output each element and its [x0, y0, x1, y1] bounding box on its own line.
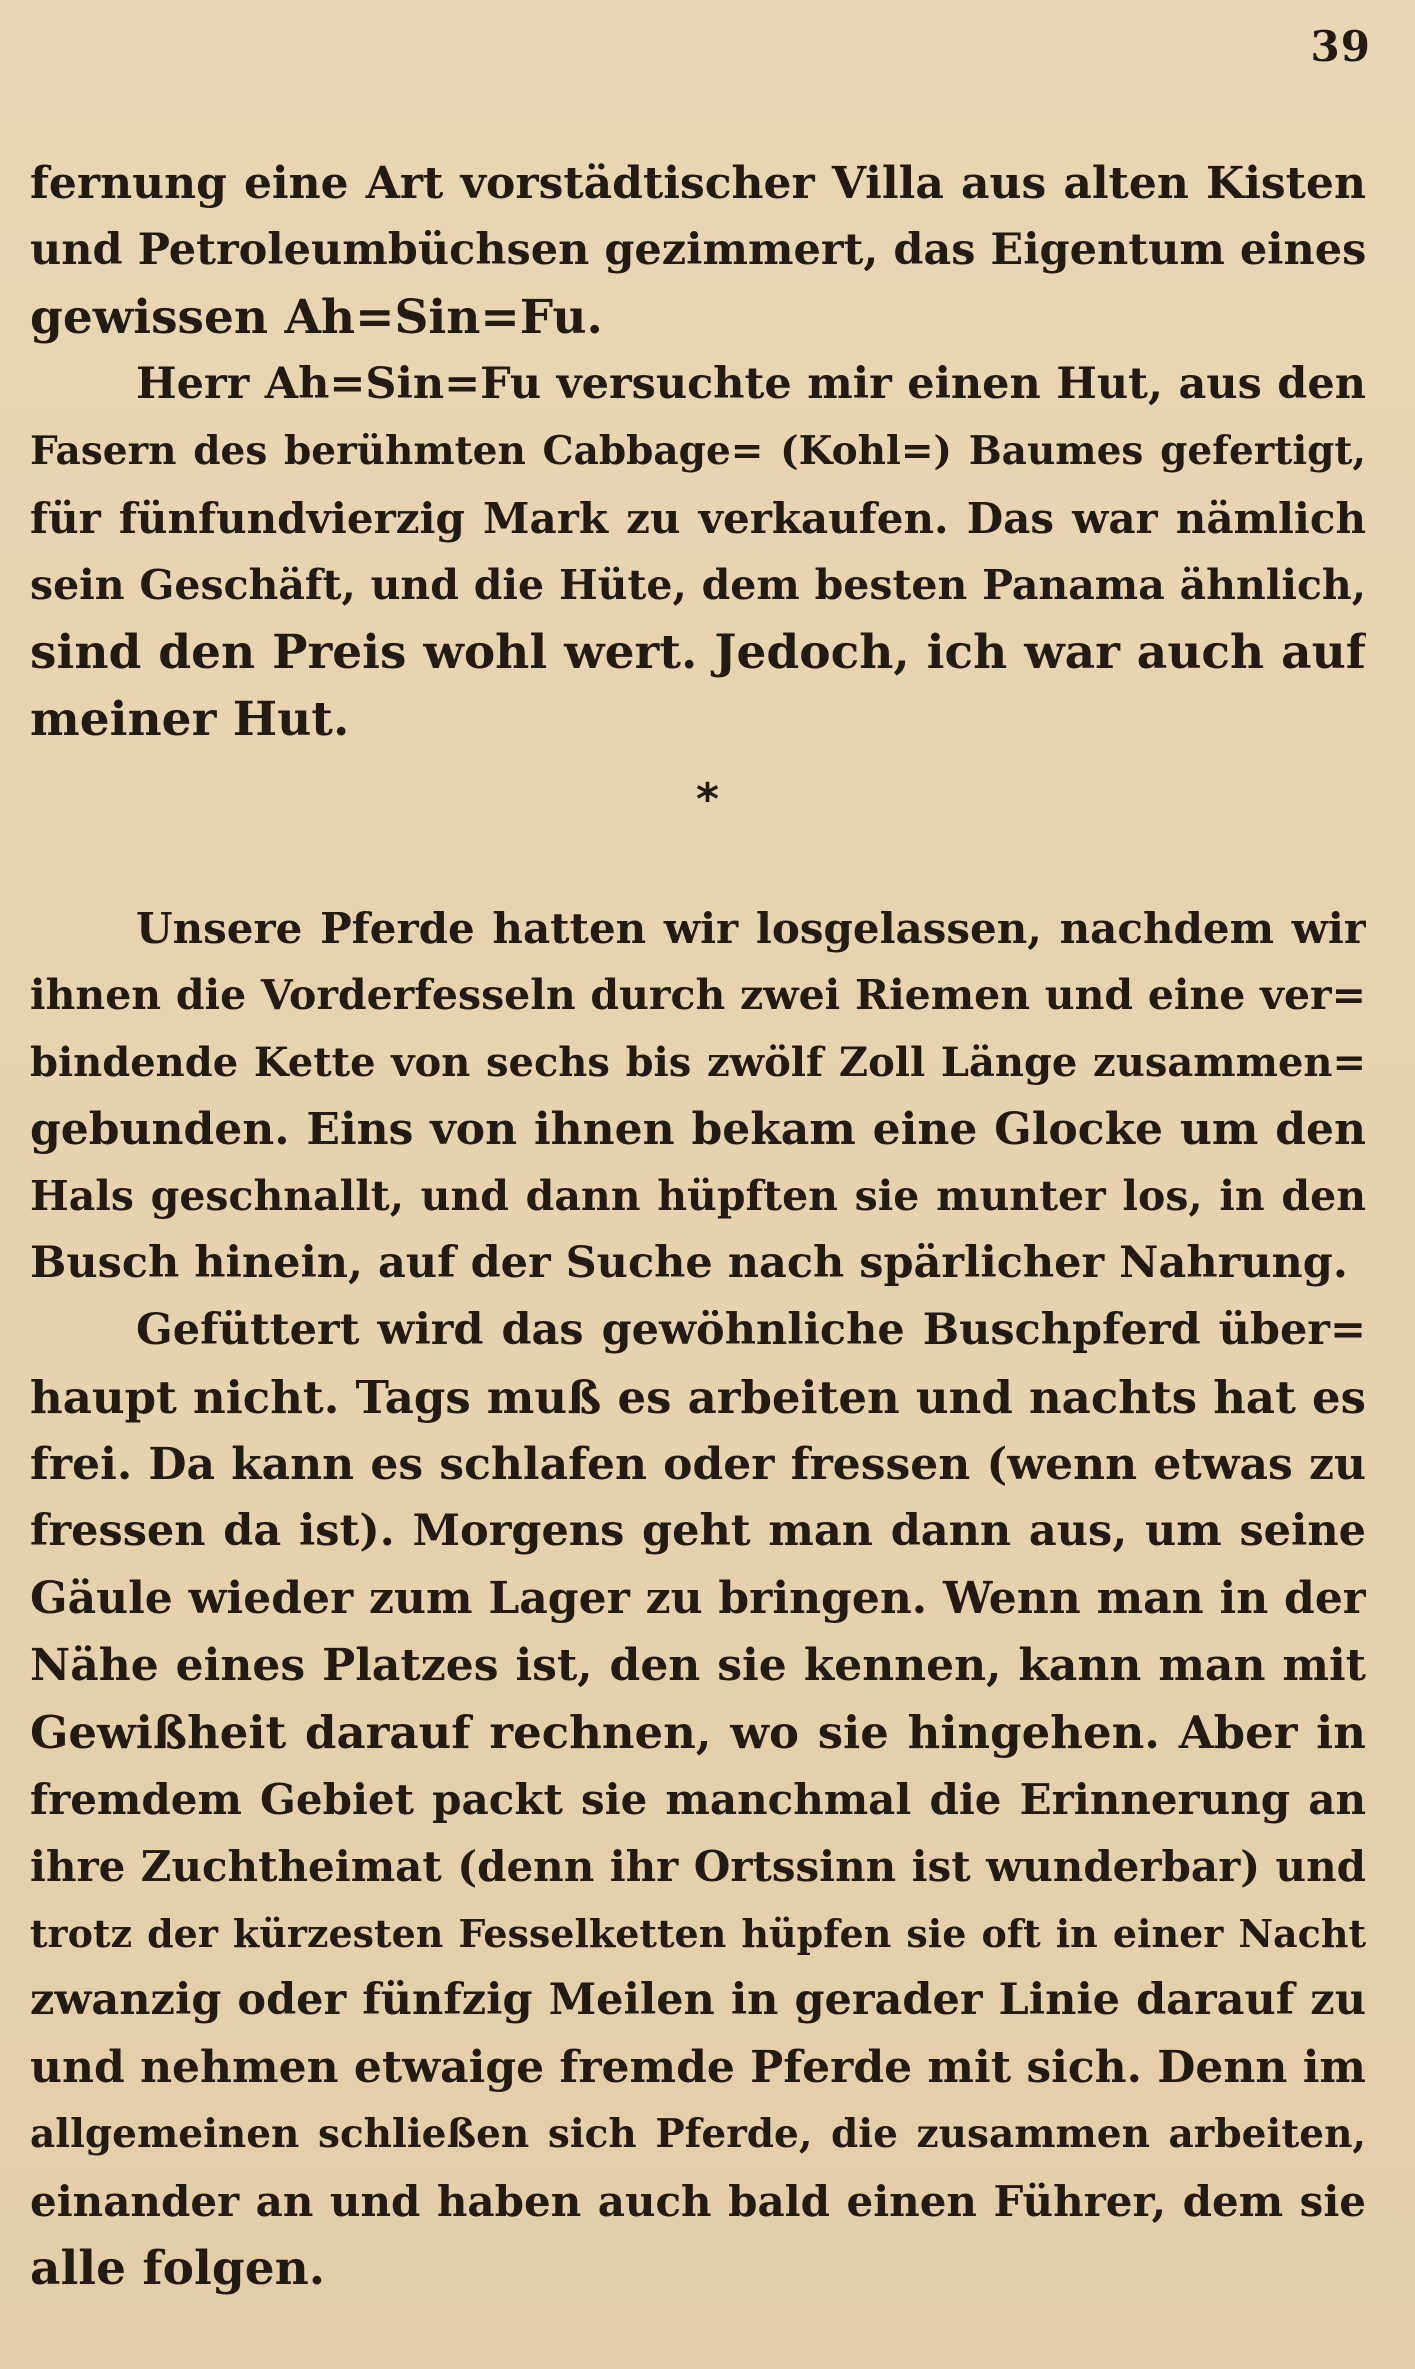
text-line: trotz der kürzesten Fesselketten hüpfen sie oft in einer Nacht	[30, 1911, 1366, 1956]
text-line: Gäule wieder zum Lager zu bringen. Wenn man in der	[30, 1573, 1366, 1624]
text-line: frei. Da kann es schlafen oder fressen (wenn etwas zu	[30, 1439, 1366, 1490]
text-line: und Petroleumbüchsen gezimmert, das Eigentum eines	[30, 225, 1366, 275]
text-line: sind den Preis wohl wert. Jedoch, ich war auch auf	[30, 625, 1366, 680]
text-section-1	[30, 150, 1366, 753]
text-line: Hals geschnallt, und dann hüpften sie munter los, in den	[30, 1172, 1366, 1220]
text-line: und nehmen etwaige fremde Pferde mit sich. Denn im	[30, 2042, 1366, 2093]
text-line: gebunden. Eins von ihnen bekam eine Glocke um den	[30, 1104, 1366, 1155]
text-line: fressen da ist). Morgens geht man dann aus, um seine	[30, 1506, 1366, 1556]
text-line: gewissen Ah=Sin=Fu.	[30, 290, 603, 345]
section-separator-asterisk: *	[695, 774, 719, 825]
text-line: sein Geschäft, und die Hüte, dem besten Panama ähnlich,	[30, 561, 1366, 609]
text-line: haupt nicht. Tags muß es arbeiten und nachts hat es	[30, 1371, 1366, 1424]
text-line: Herr Ah=Sin=Fu versuchte mir einen Hut, aus den	[136, 359, 1366, 409]
text-line: ihnen die Vorderfesseln durch zwei Riemen und eine ver=	[30, 971, 1366, 1019]
text-line: zwanzig oder fünfzig Meilen in gerader Linie darauf zu	[30, 1975, 1366, 2025]
paragraph-4	[30, 1297, 1366, 2302]
text-line: fernung eine Art vorstädtischer Villa aus alten Kisten	[30, 158, 1366, 209]
paragraph-2	[30, 351, 1366, 753]
text-line: meiner Hut.	[30, 692, 350, 747]
text-line: Busch hinein, auf der Suche nach spärlicher Nahrung.	[30, 1238, 1348, 1288]
text-section-2	[30, 895, 1366, 2302]
text-line: alle folgen.	[30, 2241, 326, 2296]
text-line: einander an und haben auch bald einen Führer, dem sie	[30, 2177, 1366, 2226]
text-line: Gefüttert wird das gewöhnliche Buschpferd über=	[136, 1305, 1366, 1355]
paragraph-3	[30, 895, 1366, 1297]
text-line: allgemeinen schließen sich Pferde, die zusammen arbeiten,	[30, 2111, 1366, 2157]
text-line: Fasern des berühmten Cabbage= (Kohl=) Baumes gefertigt,	[30, 428, 1366, 474]
page-number: 39	[1310, 22, 1371, 71]
text-line: bindende Kette von sechs bis zwölf Zoll Länge zusammen=	[30, 1039, 1366, 1086]
text-line: Nähe eines Platzes ist, den sie kennen, kann man mit	[30, 1640, 1366, 1691]
text-line: Gewißheit darauf rechnen, wo sie hingehen. Aber in	[30, 1706, 1366, 1759]
text-line: ihre Zuchtheimat (denn ihr Ortssinn ist wunderbar) und	[30, 1842, 1366, 1891]
paragraph-1	[30, 150, 1366, 351]
text-line: für fünfundvierzig Mark zu verkaufen. Das war nämlich	[30, 494, 1366, 543]
text-line: Unsere Pferde hatten wir losgelassen, nachdem wir	[136, 904, 1366, 953]
text-line: fremdem Gebiet packt sie manchmal die Erinnerung an	[30, 1775, 1366, 1824]
